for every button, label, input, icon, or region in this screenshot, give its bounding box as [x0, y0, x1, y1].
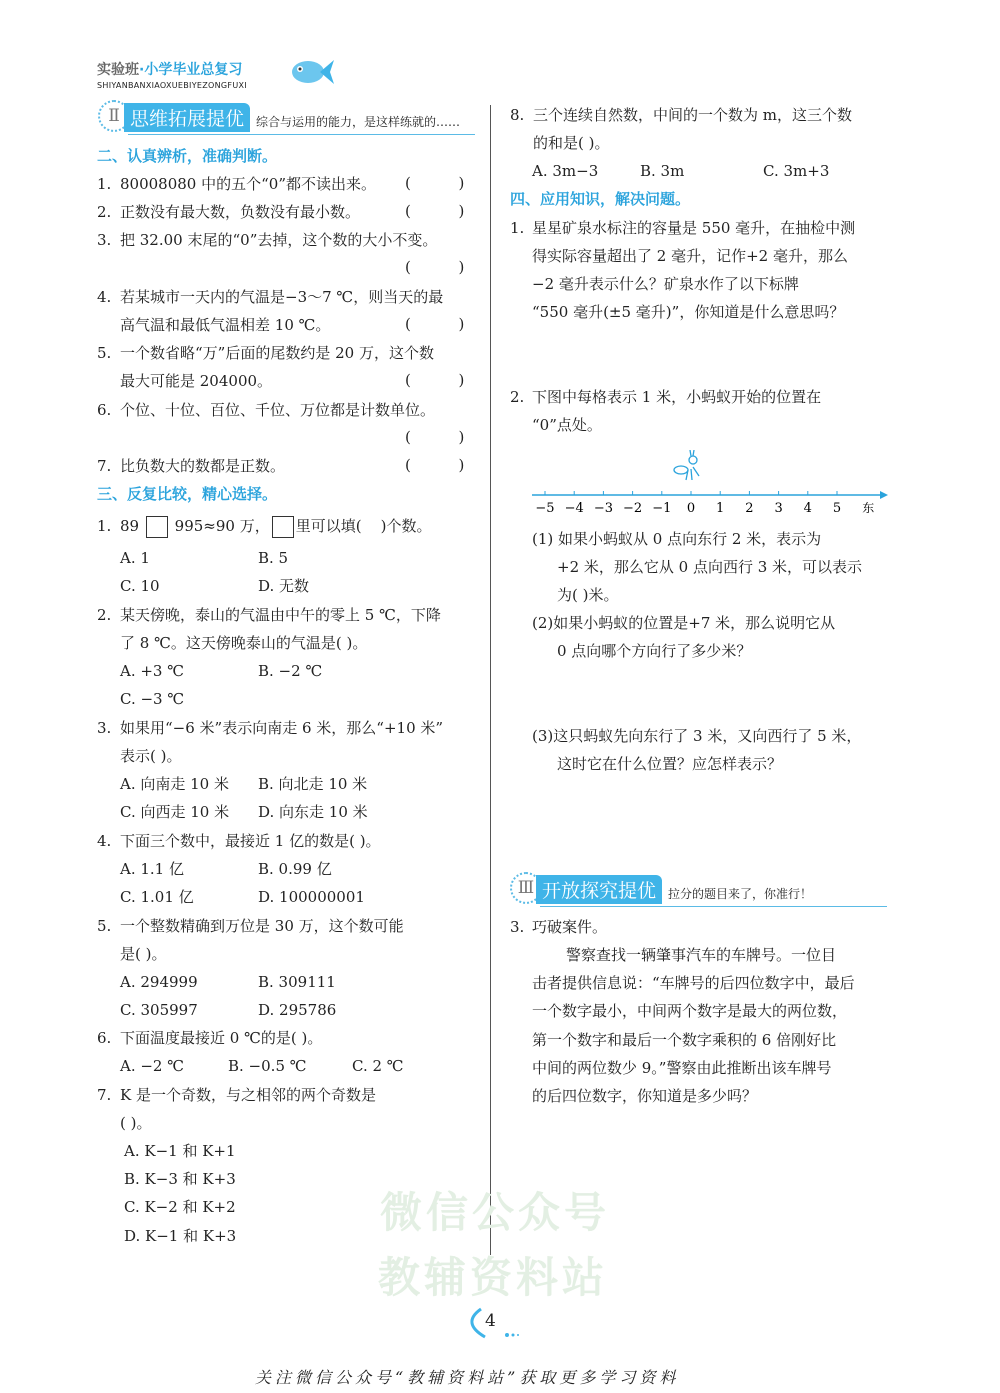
question-text: −2 毫升表示什么？矿泉水作了以下标牌 [532, 275, 799, 293]
question-text: 下图中每格表示 1 米，小蚂蚁开始的位置在 [532, 388, 822, 406]
option-B[interactable]: B. 3m [640, 162, 685, 180]
sub-question: (2)如果小蚂蚁的位置是+7 米，那么说明它从 [532, 614, 836, 632]
paragraph-line: 第一个数字和最后一个数字乘积的 6 倍刚好比 [532, 1030, 837, 1049]
question-number: 3. [510, 918, 525, 936]
option-A[interactable]: A. −2 ℃ [120, 1057, 185, 1075]
option-C[interactable]: C. −3 ℃ [120, 690, 185, 708]
watermark: 微信公众号 [380, 1188, 611, 1237]
section-number: Ⅱ [98, 100, 130, 132]
page-number-badge [455, 1305, 525, 1340]
question-text: 下面三个数中，最接近 1 亿的数是( )。 [120, 832, 381, 850]
text: 995≈90 万， [174, 517, 270, 535]
question-text: 表示( )。 [120, 747, 182, 765]
tick-label: −2 [623, 501, 643, 516]
paragraph-line: 一个数字最小，中间两个数字是最大的两位数， [532, 1002, 848, 1021]
section-header-3 [510, 878, 812, 904]
question-text: 的和是( )。 [533, 134, 610, 152]
sub-question: +2 米，那么它从 0 点向西行 3 米，可以表示 [557, 558, 863, 576]
tick-label: −4 [564, 501, 584, 516]
part-heading: 二、认真辨析，准确判断。 [97, 147, 278, 165]
tick-label: 0 [686, 501, 696, 516]
question-text: K 是一个奇数，与之相邻的两个奇数是 [120, 1086, 376, 1104]
question-text: 得实际容量超出了 2 毫升，记作+2 毫升，那么 [532, 247, 848, 265]
option-D[interactable]: D. 无数 [258, 577, 310, 595]
option-B[interactable]: B. K−3 和 K+3 [124, 1170, 236, 1188]
question-number: 1. [97, 175, 112, 193]
question-text: 三个连续自然数，中间的一个数为 m，这三个数 [533, 106, 852, 124]
option-D[interactable]: D. 295786 [258, 1001, 337, 1019]
paragraph-line: 的后四位数字，你知道是多少吗？ [532, 1087, 758, 1105]
sub-question: (1) 如果小蚂蚁从 0 点向东行 2 米，表示为 [532, 530, 822, 548]
question-text [120, 516, 432, 538]
option-C[interactable]: C. 3m+3 [763, 162, 830, 180]
section-number: Ⅲ [510, 872, 542, 904]
question-text: 若某城市一天内的气温是−3～7 ℃，则当天的最 [120, 288, 444, 306]
ant-icon [674, 450, 699, 480]
text: )个数。 [361, 517, 432, 535]
question-text: 最大可能是 204000。 [120, 372, 273, 390]
option-C[interactable]: C. K−2 和 K+2 [124, 1198, 236, 1216]
option-B[interactable]: B. 向北走 10 米 [258, 775, 368, 793]
option-C[interactable]: C. 2 ℃ [352, 1057, 404, 1075]
tick-label: 5 [832, 501, 842, 516]
question-number: 2. [97, 203, 112, 221]
section-title: 思维拓展提优 [124, 103, 250, 132]
option-B[interactable]: B. −2 ℃ [258, 662, 323, 680]
sub-question: 这时它在什么位置？应怎样表示？ [557, 755, 783, 773]
arrow-head-icon [880, 491, 888, 499]
option-A[interactable]: A. 294999 [120, 973, 198, 991]
question-text: 80008080 中的五个“0”都不读出来。 [120, 175, 376, 193]
question-text: “550 毫升(±5 毫升)”，你知道是什么意思吗？ [532, 303, 845, 321]
sub-question: 为( )米。 [557, 586, 619, 604]
question-text: 星星矿泉水标注的容量是 550 毫升，在抽检中测 [532, 219, 856, 237]
option-A[interactable]: A. 向南走 10 米 [120, 775, 229, 793]
part-heading: 四、应用知识，解决问题。 [510, 190, 691, 208]
question-number: 2. [510, 388, 525, 406]
question-number: 3. [97, 719, 112, 737]
question-title: 巧破案件。 [532, 918, 608, 936]
question-text: 高气温和最低气温相差 10 ℃。 [120, 316, 331, 334]
question-number: 4. [97, 288, 112, 306]
page-number: 4 [485, 1311, 496, 1331]
tick-label: −3 [593, 501, 613, 516]
tick-label: −5 [535, 501, 555, 516]
option-B[interactable]: B. −0.5 ℃ [228, 1057, 307, 1075]
direction-label: 东 [862, 501, 875, 515]
text: 里可以填( [295, 517, 362, 535]
question-text: 把 32.00 末尾的“0”去掉，这个数的大小不变。 [120, 231, 438, 249]
option-A[interactable]: A. 3m−3 [532, 162, 599, 180]
option-C[interactable]: C. 1.01 亿 [120, 888, 194, 906]
section-underline [540, 906, 887, 907]
question-text: 一个整数精确到万位是 30 万，这个数可能 [120, 917, 404, 935]
paragraph-line: 中间的两位数少 9。”警察由此推断出该车牌号 [532, 1058, 832, 1077]
answer-blank[interactable]: ( ) [405, 428, 465, 446]
option-C[interactable]: C. 305997 [120, 1001, 198, 1019]
question-text: 正数没有最大数，负数没有最小数。 [120, 203, 361, 221]
tick-label: −1 [652, 501, 672, 516]
question-number: 1. [510, 219, 525, 237]
blank-box[interactable] [146, 516, 168, 538]
book-title: 小学毕业总复习 [144, 62, 243, 78]
question-text: “0”点处。 [532, 416, 602, 434]
question-number: 2. [97, 606, 112, 624]
footer-note: 关注微信公众号“教辅资料站”获取更多学习资料 [255, 1368, 680, 1387]
question-text: 如果用“−6 米”表示向南走 6 米，那么“+10 米” [120, 719, 444, 737]
column-divider [490, 105, 491, 1255]
number-line [530, 450, 890, 520]
question-text: 是( )。 [120, 945, 167, 963]
answer-blank[interactable]: ( ) [405, 258, 465, 276]
question-text: 某天傍晚，泰山的气温由中午的零上 5 ℃，下降 [120, 606, 441, 624]
question-number: 3. [97, 231, 112, 249]
question-text: 一个数省略“万”后面的尾数约是 20 万，这个数 [120, 344, 434, 362]
question-text: 比负数大的数都是正数。 [120, 457, 286, 475]
option-A[interactable]: A. +3 ℃ [120, 662, 185, 680]
option-C[interactable]: C. 向西走 10 米 [120, 803, 230, 821]
option-C[interactable]: C. 10 [120, 577, 160, 595]
tick-label: 2 [745, 501, 754, 516]
brand-name: 实验班 [97, 62, 139, 78]
question-text: 下面温度最接近 0 ℃的是( )。 [120, 1029, 323, 1047]
option-D[interactable]: D. K−1 和 K+3 [124, 1227, 237, 1245]
section-subtitle: 拉分的题目来了，你准行！ [668, 887, 813, 901]
answer-blank[interactable]: ( ) [405, 371, 465, 389]
question-number: 1. [97, 517, 112, 535]
fish-logo-icon [288, 54, 336, 88]
answer-blank[interactable]: ( ) [405, 315, 465, 333]
answer-blank[interactable]: ( ) [405, 202, 465, 220]
sub-question: (3)这只蚂蚁先向东行了 3 米，又向西行了 5 米， [532, 727, 862, 745]
question-number: 5. [97, 917, 112, 935]
tick-label: 1 [716, 501, 725, 516]
question-number: 5. [97, 344, 112, 362]
paragraph-line: 击者提供信息说：“车牌号的后四位数字中，最后 [532, 974, 855, 993]
question-number: 7. [97, 1086, 112, 1104]
option-D[interactable]: D. 向东走 10 米 [258, 803, 368, 821]
option-B[interactable]: B. 0.99 亿 [258, 860, 332, 878]
section-subtitle: 综合与运用的能力，是这样练就的…… [256, 115, 461, 129]
book-pinyin: SHIYANBANXIAOXUEBIYEZONGFUXI [97, 81, 247, 90]
answer-blank[interactable]: ( ) [405, 456, 465, 474]
blank-box[interactable] [272, 516, 294, 538]
part-heading: 三、反复比较，精心选择。 [97, 485, 278, 503]
question-text: 个位、十位、百位、千位、万位都是计数单位。 [120, 401, 436, 419]
section-header-2 [98, 106, 460, 132]
section-underline [128, 134, 475, 135]
tick-label: 4 [803, 501, 812, 516]
option-A[interactable]: A. K−1 和 K+1 [124, 1142, 236, 1160]
separator: · [139, 62, 145, 78]
option-B[interactable]: B. 5 [258, 549, 289, 567]
option-A[interactable]: A. 1 [120, 549, 150, 567]
question-number: 8. [510, 106, 525, 124]
paragraph-line: 警察查找一辆肇事汽车的车牌号。一位目 [566, 946, 837, 964]
question-number: 6. [97, 401, 112, 419]
option-A[interactable]: A. 1.1 亿 [120, 860, 184, 878]
answer-blank[interactable]: ( ) [405, 174, 465, 192]
text: 89 [120, 517, 140, 535]
question-text: 了 8 ℃。这天傍晚泰山的气温是( )。 [120, 634, 368, 652]
watermark: 教辅资料站 [378, 1253, 609, 1302]
sub-question: 0 点向哪个方向行了多少米？ [557, 642, 752, 660]
question-text: ( )。 [120, 1114, 152, 1132]
option-B[interactable]: B. 309111 [258, 973, 336, 991]
question-number: 6. [97, 1029, 112, 1047]
question-number: 7. [97, 457, 112, 475]
tick-label: 3 [774, 501, 783, 516]
option-D[interactable]: D. 100000001 [258, 888, 365, 906]
question-number: 4. [97, 832, 112, 850]
section-title: 开放探究提优 [536, 875, 662, 904]
